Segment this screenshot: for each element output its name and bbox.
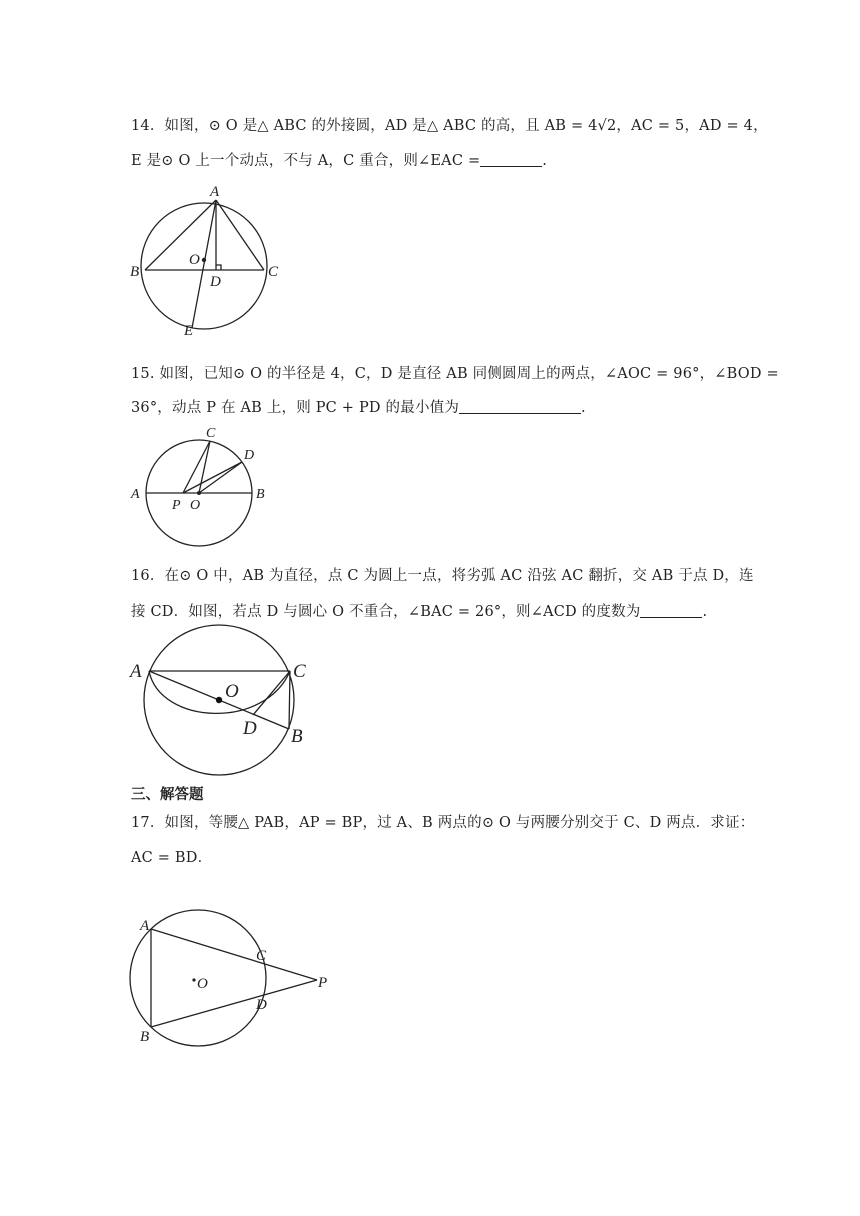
q14-label-O: O bbox=[189, 252, 200, 268]
section-heading: 三、解答题 bbox=[131, 786, 204, 803]
q14-segment-AC bbox=[216, 200, 264, 270]
q17-label-O: O bbox=[197, 976, 208, 992]
q15-line2-end: . bbox=[581, 400, 586, 416]
q15-circle bbox=[146, 440, 255, 546]
q14-label-E: E bbox=[184, 323, 194, 339]
q16-segment-CD bbox=[253, 671, 290, 715]
q17-label-D: D bbox=[256, 997, 267, 1013]
q14-text-line1: 14．如图，⊙ O 是△ ABC 的外接圆，AD 是△ ABC 的高，且 AB = 4√2，AC = 5，AD = 4， bbox=[131, 118, 768, 134]
q15-line2-text: 36°，动点 P 在 AB 上，则 PC + PD 的最小值为 bbox=[131, 400, 460, 416]
q15-center-dot bbox=[197, 491, 201, 495]
q16-label-A: A bbox=[130, 661, 142, 682]
q17-segment-AP bbox=[151, 929, 317, 980]
q17-text-line1: 17．如图，等腰△ PAB，AP = BP，过 A、B 两点的⊙ O 与两腰分别交于 C、D 两点．求证： bbox=[131, 815, 755, 831]
q14-label-C: C bbox=[268, 264, 279, 280]
q14-center-dot bbox=[202, 258, 206, 262]
q17-text-line2: AC = BD． bbox=[131, 850, 213, 866]
q17-circle bbox=[130, 910, 266, 1046]
q16-line2-text: 接 CD．如图，若点 D 与圆心 O 不重合，∠BAC = 26°，则∠ACD 的度数为 bbox=[131, 604, 641, 620]
q16-line2-end: . bbox=[702, 604, 708, 620]
q14-segment-AE bbox=[192, 200, 216, 328]
q15-segment-PD bbox=[183, 462, 242, 493]
q16-diameter-AB bbox=[149, 671, 289, 729]
q15-text-line1: 15. 如图，已知⊙ O 的半径是 4，C，D 是直径 AB 同侧圆周上的两点，∠AOC = 96°，∠BOD = bbox=[131, 366, 779, 382]
q17-center-dot bbox=[192, 978, 195, 981]
q14-right-angle-mark bbox=[216, 265, 221, 270]
q15-label-A: A bbox=[131, 487, 140, 502]
q14-line2-end: . bbox=[542, 153, 548, 169]
q14-label-D: D bbox=[210, 274, 221, 290]
q17-label-C: C bbox=[256, 948, 267, 964]
q14-circle bbox=[141, 203, 267, 329]
q14-label-B: B bbox=[130, 264, 140, 280]
q14-label-A: A bbox=[210, 184, 220, 200]
q15-answer-blank[interactable] bbox=[459, 399, 581, 414]
q15-label-C: C bbox=[206, 426, 216, 441]
q14-answer-blank[interactable] bbox=[480, 152, 542, 167]
q16-label-D: D bbox=[243, 718, 257, 739]
q16-label-C: C bbox=[293, 661, 306, 682]
q16-circle bbox=[144, 625, 294, 775]
q16-text-line2 bbox=[131, 600, 707, 621]
q14-line2-text: E 是⊙ O 上一个动点，不与 A，C 重合，则∠EAC = bbox=[131, 153, 481, 169]
q16-answer-blank[interactable] bbox=[640, 603, 702, 618]
q17-segment-BP bbox=[151, 980, 317, 1027]
q14-segment-AB bbox=[145, 200, 216, 270]
q16-label-B: B bbox=[291, 726, 303, 747]
q17-label-P: P bbox=[318, 975, 328, 991]
q15-label-D: D bbox=[244, 448, 255, 463]
q17-label-A: A bbox=[140, 918, 150, 934]
q15-segment-OD bbox=[199, 462, 242, 493]
q15-text-line2 bbox=[131, 396, 586, 417]
q16-text-line1: 16．在⊙ O 中，AB 为直径，点 C 为圆上一点，将劣弧 AC 沿弦 AC 翻折，交 AB 于点 D，连 bbox=[131, 568, 754, 584]
q16-center-dot bbox=[216, 697, 222, 703]
q16-label-O: O bbox=[225, 681, 239, 702]
q15-label-P: P bbox=[172, 498, 181, 513]
q15-label-B: B bbox=[256, 487, 265, 502]
q15-segment-PC bbox=[183, 441, 210, 493]
q16-segment-CB bbox=[289, 671, 290, 729]
q14-text-line2 bbox=[131, 149, 547, 170]
q16-folded-arc bbox=[149, 671, 290, 713]
q15-segment-OC bbox=[199, 441, 210, 493]
q17-label-B: B bbox=[140, 1029, 150, 1045]
q15-label-O: O bbox=[190, 498, 201, 513]
